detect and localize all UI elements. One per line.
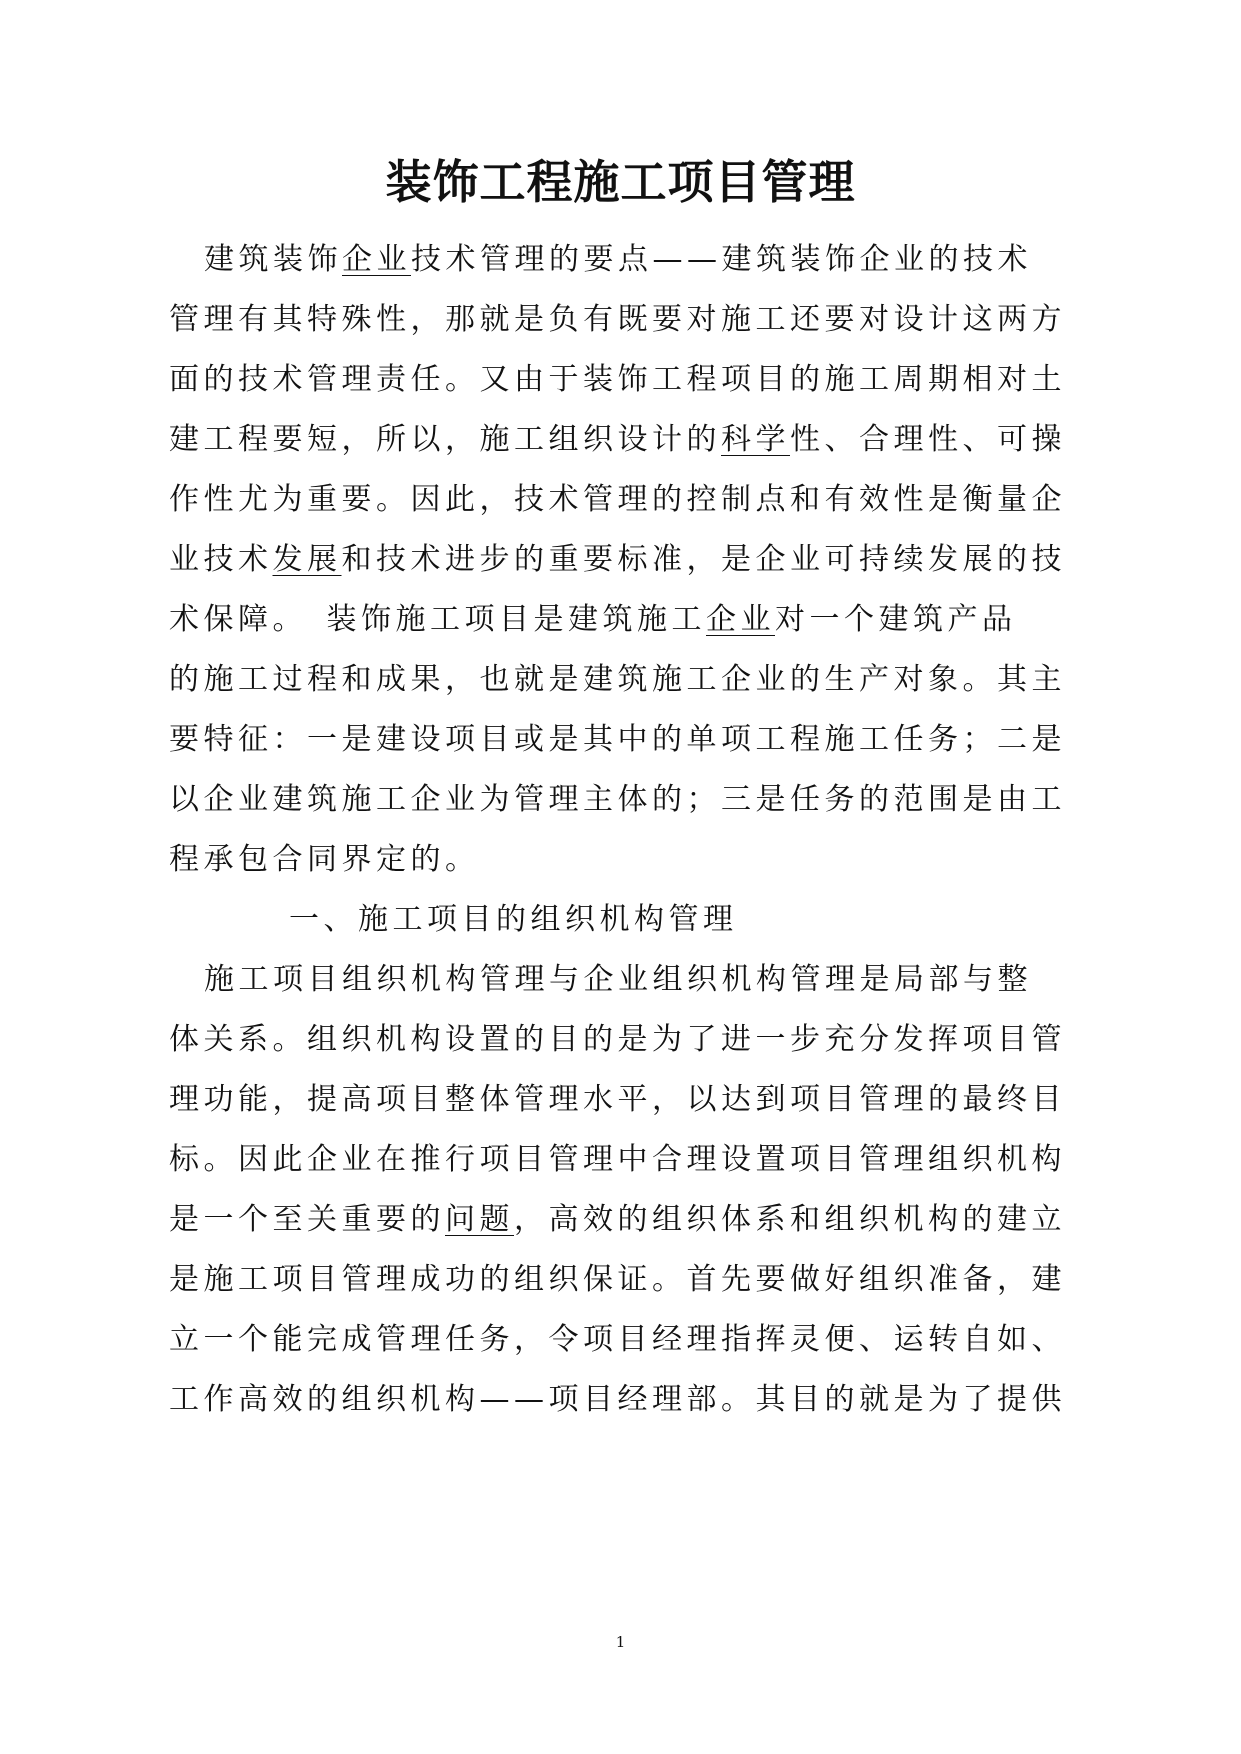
text-run: 性、合理性、可操 <box>790 422 1066 457</box>
text-run: 和技术进步的重要标准，是企业可持续发展的技 <box>341 542 1066 577</box>
paragraph-line-16 <box>169 1200 1066 1240</box>
text-run: 业技术 <box>169 542 273 577</box>
text-run: 工作高效的组织机构——项目经理部。其目的就是为了提供 <box>169 1382 1066 1417</box>
text-run: 标。因此企业在推行项目管理中合理设置项目管理组织机构 <box>169 1142 1066 1177</box>
paragraph-line-1 <box>204 240 1032 280</box>
text-run: 是一个至关重要的 <box>169 1202 445 1237</box>
underlined-term: 问题 <box>445 1202 514 1237</box>
underlined-term: 科学 <box>721 422 790 457</box>
text-run: 以企业建筑施工企业为管理主体的；三是任务的范围是由工 <box>169 782 1066 817</box>
section-heading-text: 一、施工项目的组织机构管理 <box>289 902 738 937</box>
page-number: 1 <box>615 1633 626 1651</box>
underlined-term: 企业 <box>342 242 411 277</box>
text-run: 面的技术管理责任。又由于装饰工程项目的施工周期相对土 <box>169 362 1066 397</box>
text-run: 术保障。 装饰施工项目是建筑施工 <box>169 602 706 637</box>
paragraph-line-18 <box>169 1320 1066 1360</box>
paragraph-line-15 <box>169 1140 1066 1180</box>
text-run: 建筑装饰 <box>204 242 342 277</box>
paragraph-line-19 <box>169 1380 1066 1420</box>
paragraph-line-14 <box>169 1080 1066 1120</box>
text-run: 管理有其特殊性，那就是负有既要对施工还要对设计这两方 <box>169 302 1066 337</box>
paragraph-line-4 <box>169 420 1066 460</box>
paragraph-line-12 <box>204 960 1032 1000</box>
underlined-term: 发展 <box>272 542 342 577</box>
paragraph-line-2 <box>169 300 1066 340</box>
text-run: 技术管理的要点——建筑装饰企业的技术 <box>411 242 1032 277</box>
document-title: 装饰工程施工项目管理 <box>385 155 856 209</box>
paragraph-line-10 <box>169 780 1066 820</box>
paragraph-line-13 <box>169 1020 1066 1060</box>
text-run: 的施工过程和成果，也就是建筑施工企业的生产对象。其主 <box>169 662 1066 697</box>
underlined-term: 企业 <box>706 602 775 637</box>
paragraph-line-17 <box>169 1260 1066 1300</box>
text-run: ，高效的组织体系和组织机构的建立 <box>514 1202 1066 1237</box>
text-run: 程承包合同界定的。 <box>169 842 480 877</box>
text-run: 要特征：一是建设项目或是其中的单项工程施工任务；二是 <box>169 722 1066 757</box>
text-run: 施工项目组织机构管理与企业组织机构管理是局部与整 <box>204 962 1032 997</box>
text-run: 作性尤为重要。因此，技术管理的控制点和有效性是衡量企 <box>169 482 1066 517</box>
paragraph-line-9 <box>169 720 1066 760</box>
text-run: 理功能，提高项目整体管理水平，以达到项目管理的最终目 <box>169 1082 1066 1117</box>
paragraph-line-3 <box>169 360 1066 400</box>
paragraph-line-11 <box>169 840 480 880</box>
text-run: 是施工项目管理成功的组织保证。首先要做好组织准备，建 <box>169 1262 1066 1297</box>
text-run: 对一个建筑产品 <box>775 602 1017 637</box>
paragraph-line-8 <box>169 660 1066 700</box>
text-run: 体关系。组织机构设置的目的是为了进一步充分发挥项目管 <box>169 1022 1066 1057</box>
section-heading <box>289 900 738 940</box>
paragraph-line-5 <box>169 480 1066 520</box>
paragraph-line-7 <box>169 600 1017 640</box>
text-run: 立一个能完成管理任务，令项目经理指挥灵便、运转自如、 <box>169 1322 1066 1357</box>
paragraph-line-6 <box>169 540 1066 580</box>
text-run: 建工程要短，所以，施工组织设计的 <box>169 422 721 457</box>
